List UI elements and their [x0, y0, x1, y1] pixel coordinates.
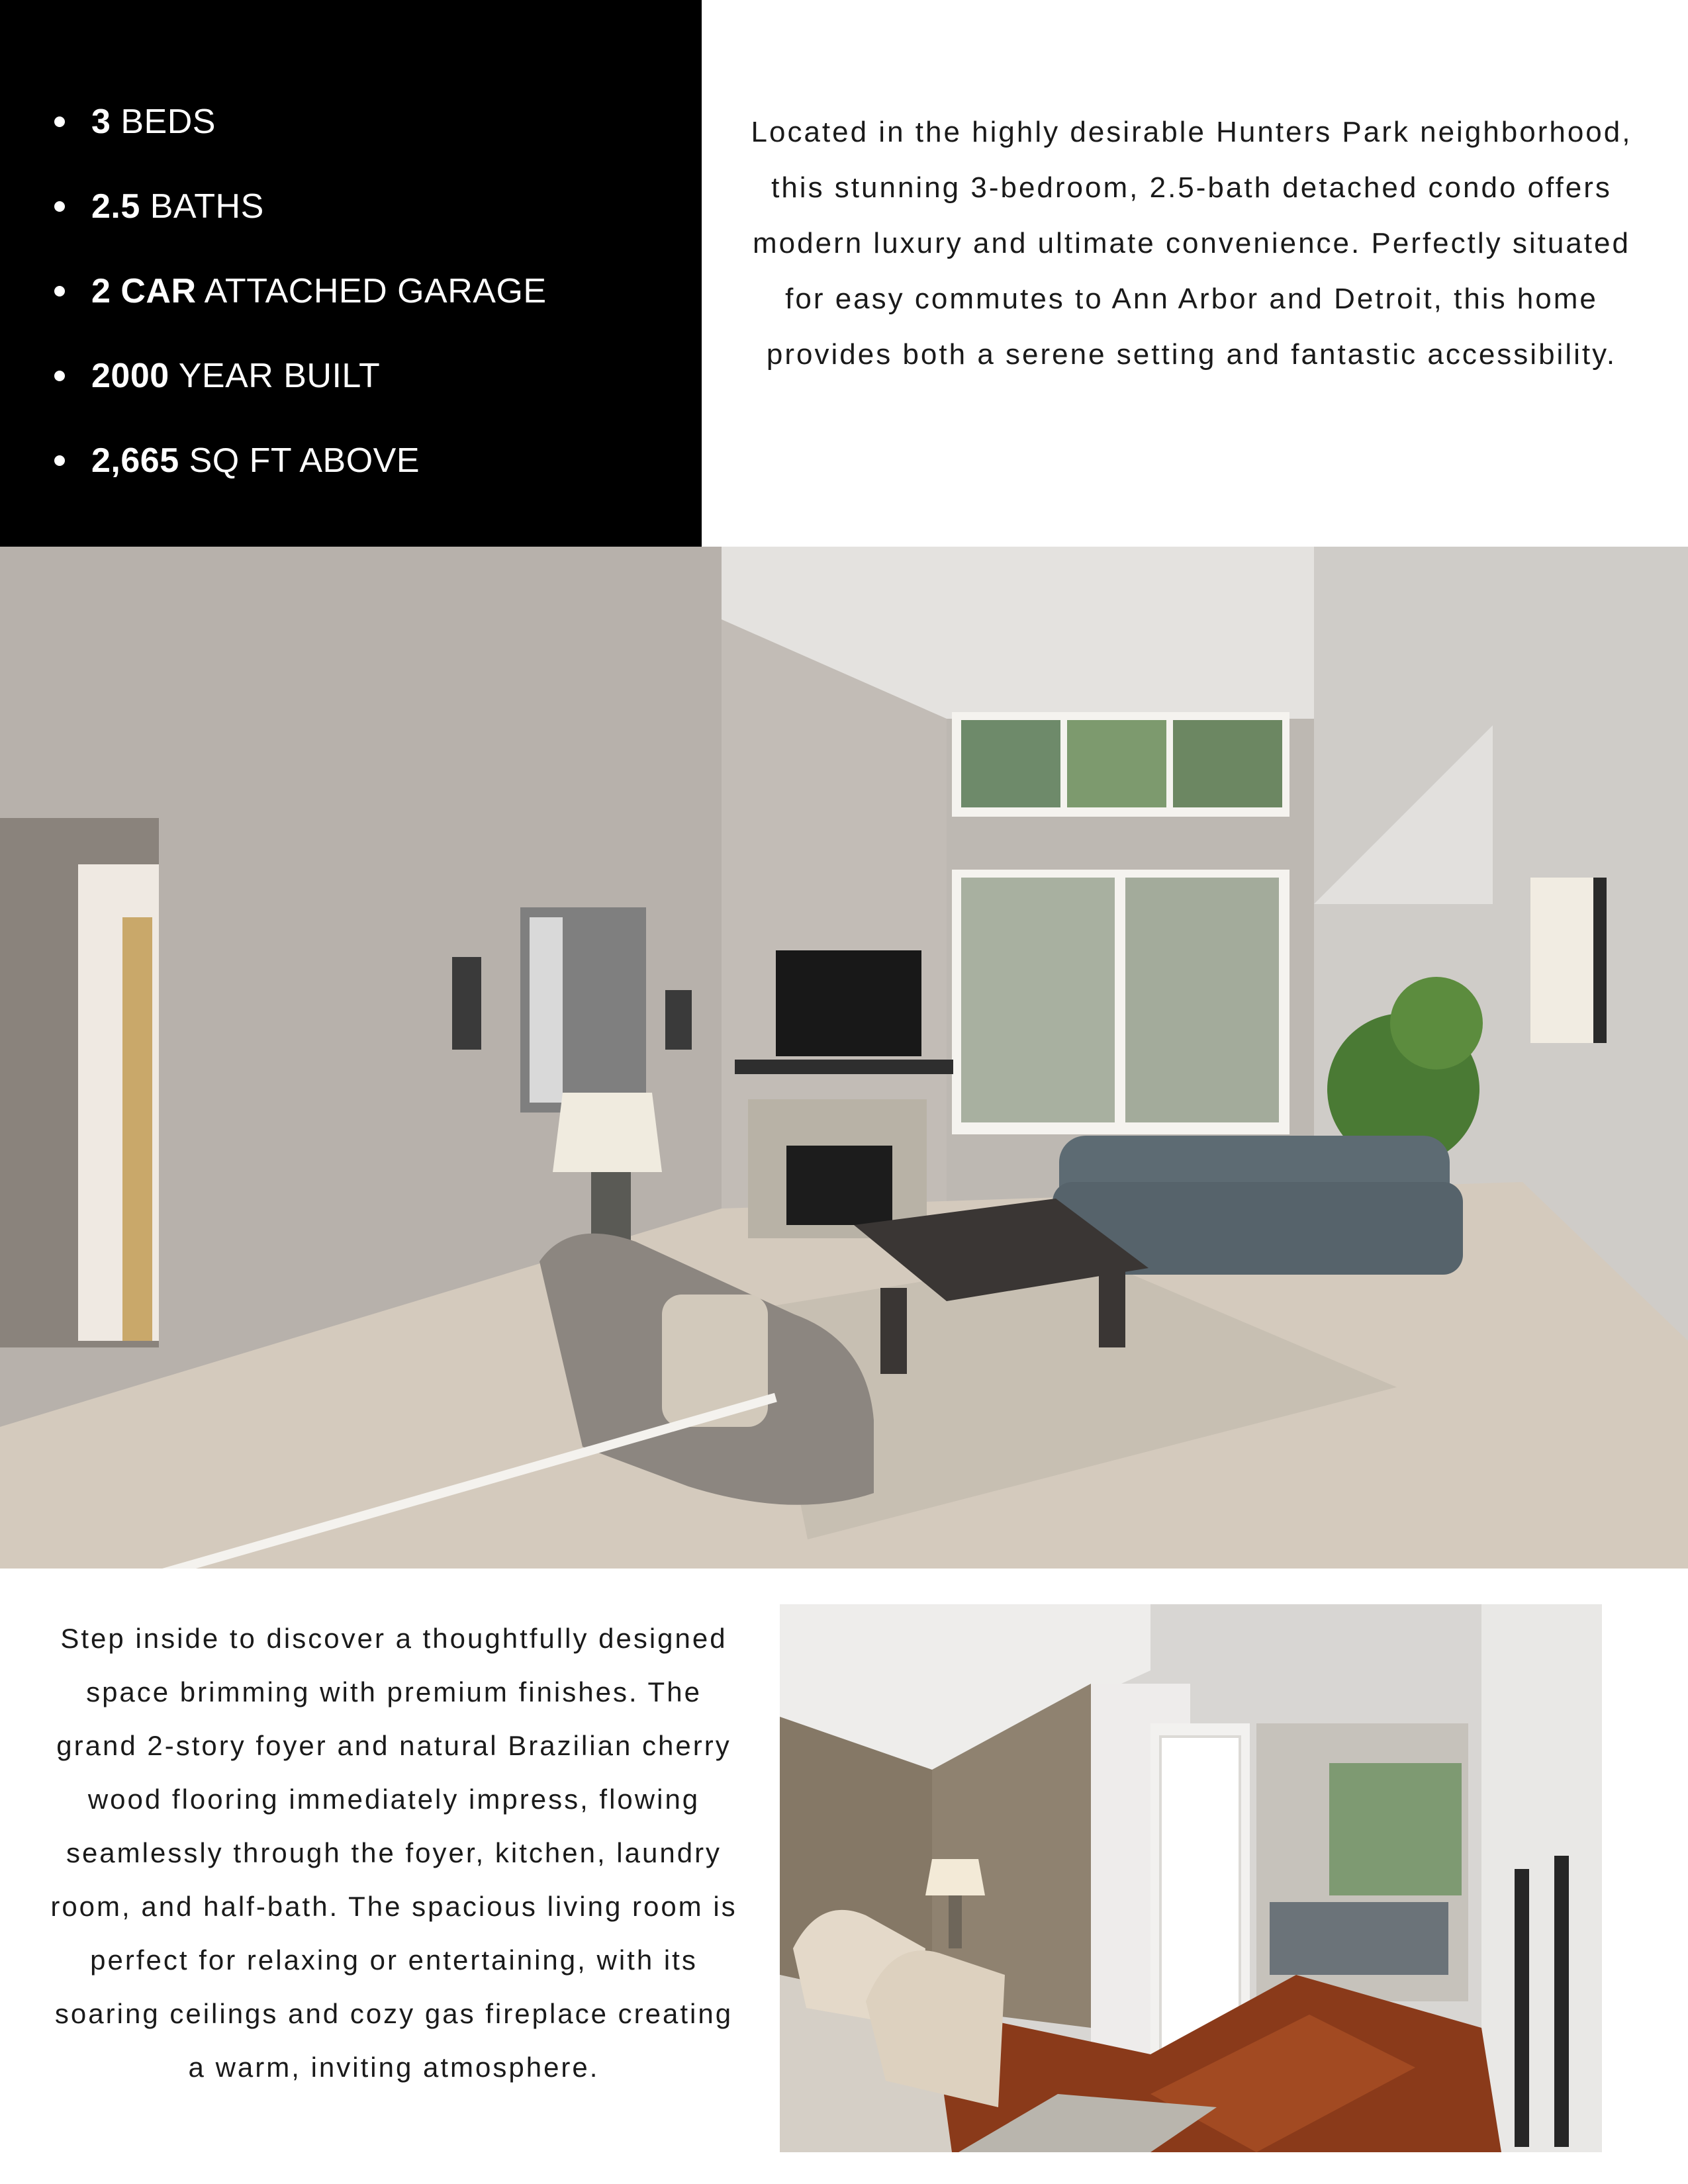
intro-paragraph: Located in the highly desirable Hunters Park neighborhood, this stunning 3-bedroom, 2.5-bath detached condo offers modern luxury and ultimate convenience. Perfectly situated for easy commutes to Ann Arbor and Detroit, this home provides both a serene setting and fantastic accessibility. — [751, 116, 1632, 371]
bullet-icon — [54, 286, 65, 296]
feature-label: SQ FT ABOVE — [179, 441, 420, 480]
feature-year-built — [0, 347, 547, 432]
feature-label: YEAR BUILT — [169, 357, 381, 395]
feature-label: ATTACHED GARAGE — [196, 272, 547, 310]
living-room-illustration — [0, 547, 1688, 1569]
description-paragraph: Step inside to discover a thoughtfully designed space brimming with premium finishes. The grand 2-story foyer and natural Brazilian cherry wood flooring immediately impress, flowing seamlessly through the foyer, kitchen, laundry room, and half-bath. The spacious living room is perfect for relaxing or entertaining, with its soaring ceilings and cozy gas fireplace creating a warm, inviting atmosphere. — [50, 1623, 737, 2083]
feature-value: 2,665 — [91, 441, 179, 480]
bullet-icon — [54, 371, 65, 381]
feature-baths — [0, 177, 547, 262]
feature-value: 3 — [91, 103, 111, 141]
living-room-photo — [0, 547, 1688, 1569]
feature-value: 2000 — [91, 357, 169, 395]
features-panel — [0, 0, 702, 547]
feature-value: 2.5 — [91, 187, 140, 226]
feature-label: BATHS — [140, 187, 264, 226]
foyer-illustration — [780, 1604, 1602, 2152]
feature-sqft — [0, 432, 547, 516]
foyer-photo — [780, 1604, 1602, 2152]
bullet-icon — [54, 116, 65, 127]
bullet-icon — [54, 201, 65, 212]
feature-label: BEDS — [111, 103, 216, 141]
feature-beds — [0, 93, 547, 177]
feature-list — [0, 93, 547, 516]
feature-value: 2 CAR — [91, 272, 197, 310]
feature-garage — [0, 262, 547, 347]
bullet-icon — [54, 455, 65, 466]
